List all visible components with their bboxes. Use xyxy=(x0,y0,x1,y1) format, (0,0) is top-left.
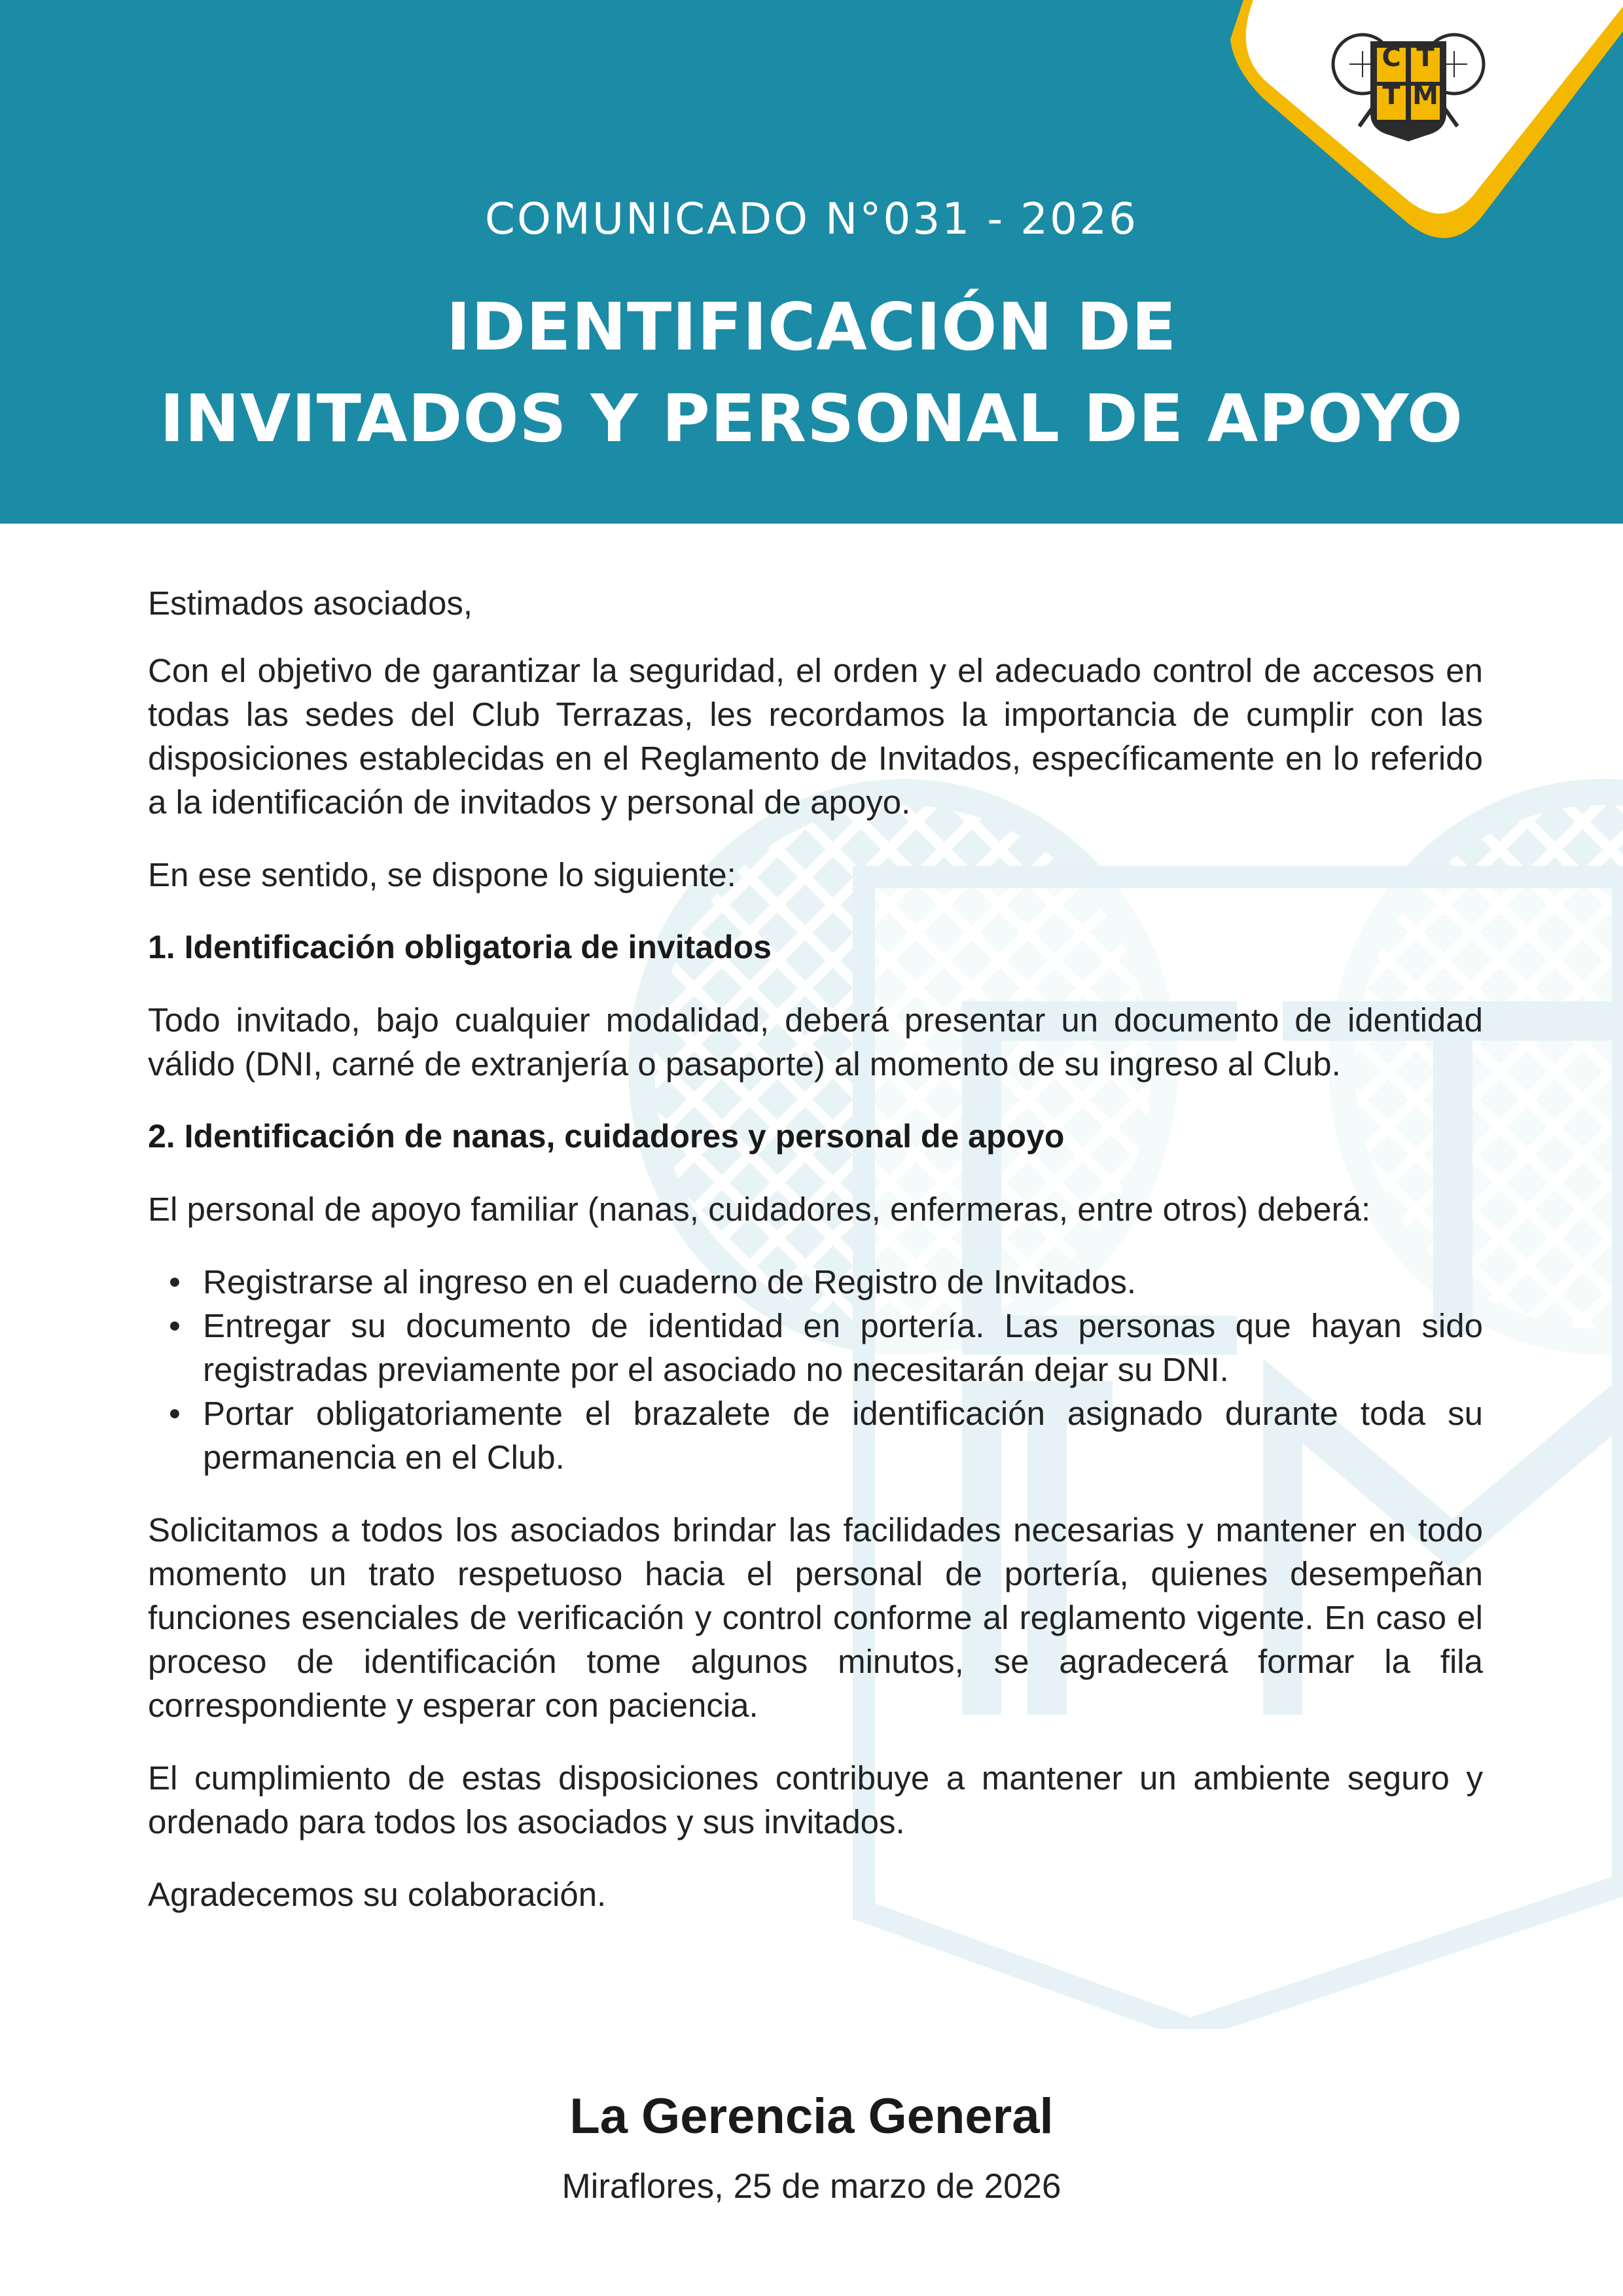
logo-letter-4: M xyxy=(1412,81,1438,111)
section-1-heading: 1. Identificación obligatoria de invitados xyxy=(148,929,772,965)
intro-paragraph: Con el objetivo de garantizar la seguridad, el orden y el adecuado control de accesos en todas las sedes del Club Terrazas, les recordamos la importancia de cumplir con las disposiciones establecidas en el Reglamento de Invitados, específicamente en lo referido a la identificación de invitados y personal de apoyo. xyxy=(148,652,1483,821)
thanks-paragraph: Agradecemos su colaboración. xyxy=(148,1876,607,1913)
signature: La Gerencia General xyxy=(569,2089,1054,2144)
section-1-text: Todo invitado, bajo cualquier modalidad, deberá presentar un documento de identidad válido (DNI, carné de extranjería o pasaporte) al momento de su ingreso al Club. xyxy=(148,1001,1483,1083)
communique-number: COMUNICADO N°031 - 2026 xyxy=(484,194,1139,244)
title-line-2: INVITADOS Y PERSONAL DE APOYO xyxy=(160,380,1463,457)
closing-paragraph: El cumplimiento de estas disposiciones contribuye a mantener un ambiente seguro y ordenado para todos los asociados y sus invitados. xyxy=(148,1759,1483,1840)
logo-letter-2: T xyxy=(1416,43,1435,73)
section-2-heading: 2. Identificación de nanas, cuidadores y personal de apoyo xyxy=(148,1118,1065,1155)
title-line-1: IDENTIFICACIÓN DE xyxy=(446,289,1177,365)
dispone-paragraph: En ese sentido, se dispone lo siguiente: xyxy=(148,856,736,893)
bullet-icon: • xyxy=(169,1307,181,1344)
list-item-text: Portar obligatoriamente el brazalete de identificación asignado durante toda su permanencia en el Club. xyxy=(203,1395,1483,1476)
logo-letter-1: C xyxy=(1382,43,1401,73)
list-item xyxy=(169,1391,1483,1479)
logo-letter-3: T xyxy=(1382,81,1400,111)
request-paragraph: Solicitamos a todos los asociados brindar las facilidades necesarias y mantener en todo momento un trato respetuoso hacia el personal de portería, quienes desempeñan funciones esenciales de verificación y control conforme al reglamento vigente. En caso el proceso de identificación tome algunos minutos, se agradecerá formar la fila correspondiente y esperar con paciencia. xyxy=(148,1511,1483,1724)
list-item-text: Entregar su documento de identidad en portería. Las personas que hayan sido registradas previamente por el asociado no necesitarán dejar su DNI. xyxy=(203,1307,1483,1388)
requirements-list xyxy=(148,1260,1483,1479)
list-item xyxy=(169,1260,1483,1304)
bullet-icon: • xyxy=(169,1263,181,1300)
list-item xyxy=(169,1304,1483,1391)
section-2-text: El personal de apoyo familiar (nanas, cuidadores, enfermeras, entre otros) deberá: xyxy=(148,1191,1371,1228)
page-title xyxy=(0,281,1623,465)
communique-body xyxy=(148,581,1483,1945)
greeting: Estimados asociados, xyxy=(148,584,473,622)
place-date: Miraflores, 25 de marzo de 2026 xyxy=(562,2167,1061,2206)
bullet-icon: • xyxy=(169,1395,181,1432)
list-item-text: Registrarse al ingreso en el cuaderno de Registro de Invitados. xyxy=(203,1263,1136,1300)
